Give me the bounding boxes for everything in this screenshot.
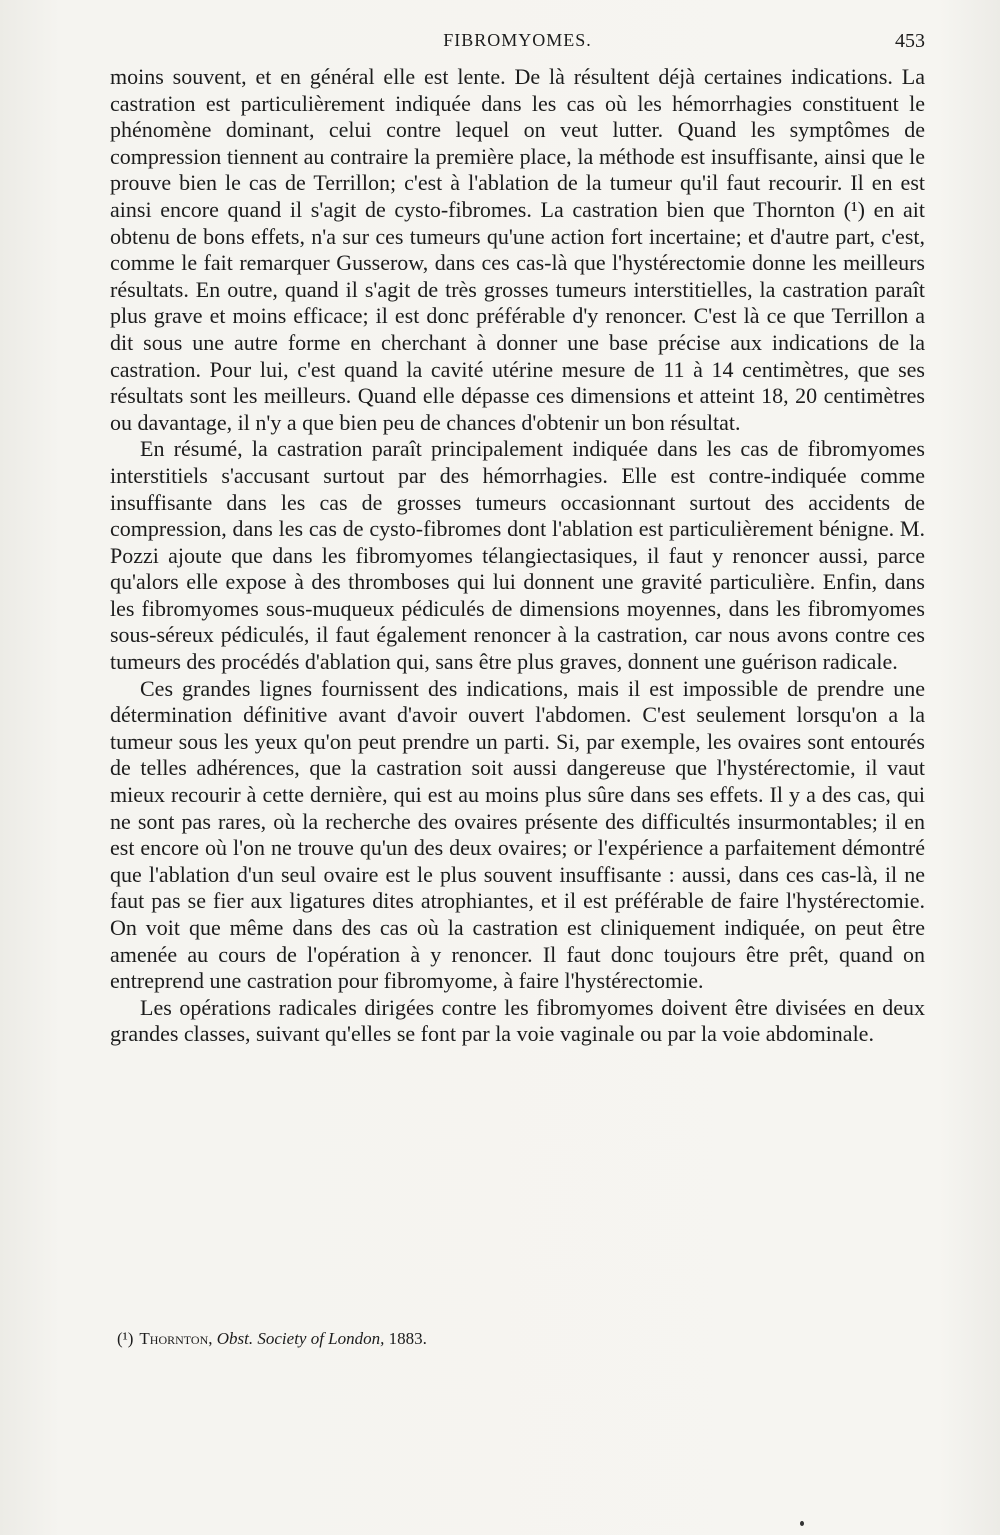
- footnote-work: Obst. Society of London,: [216, 1329, 385, 1348]
- footnote-year: 1883.: [388, 1329, 427, 1348]
- running-title: FIBROMYOMES.: [443, 30, 592, 50]
- paragraph-decision: Ces grandes lignes fournissent des indications, mais il est impossible de prendre une détermination définitive avant d'avoir ouvert l'abdomen. C'est seulement lorsqu'on a la tumeur sous les yeux qu'on peut prendre un parti. Si, par exemple, les ovaires sont entourés de telles adhérences, que la castration soit aussi dangereuse que l'hystérectomie, il vaut mieux recourir à cette dernière, qui est au moins plus sûre dans ses effets. Il y a des cas, qui ne sont pas rares, où la recherche des ovaires présente des difficultés insurmontables; il en est encore où l'on ne trouve qu'un des deux ovaires; or l'expérience a parfaitement démontré que l'ablation d'un seul ovaire est le plus souvent insuffisante : aussi, dans ces cas-là, il ne faut pas se fier aux ligatures dites atrophiantes, et il est préférable de faire l'hystérectomie. On voit que même dans des cas où la castration est cliniquement indiquée, on peut être amenée au cours de l'opération à y renoncer. Il faut donc toujours être prêt, quand on entreprend une castration pour fibromyome, à faire l'hystérectomie.: [110, 675, 925, 994]
- footnote-author: Thornton,: [139, 1329, 213, 1348]
- page-number: 453: [895, 30, 925, 52]
- body-text: [110, 64, 925, 1048]
- paragraph-castration-indications: moins souvent, et en général elle est lente. De là résultent déjà certaines indications. La castration est particulièrement indiquée dans les cas où les hémorrhagies constituent le phénomène dominant, celui contre lequel on veut lutter. Quand les symptômes de compression tiennent au contraire la première place, la méthode est insuffisante, ainsi que le prouve bien le cas de Terrillon; c'est à l'ablation de la tumeur qu'il faut recourir. Il en est ainsi encore quand il s'agit de cysto-fibromes. La castration bien que Thornton (¹) en ait obtenu de bons effets, n'a sur ces tumeurs qu'une action fort incertaine; et d'autre part, c'est, comme le fait remarquer Gusserow, dans ces cas-là que l'hystérectomie donne les meilleurs résultats. En outre, quand il s'agit de très grosses tumeurs interstitielles, la castration paraît plus grave et moins efficace; il est donc préférable d'y renoncer. C'est là ce que Terrillon a dit sous une autre forme en cherchant à donner une base précise aux indications de la castration. Pour lui, c'est quand la cavité utérine mesure de 11 à 14 centimètres, que ses résultats sont les meilleurs. Quand elle dépasse ces dimensions et atteint 18, 20 centimètres ou davantage, il n'y a que bien peu de chances d'obtenir un bon résultat.: [110, 64, 925, 435]
- footnote: [110, 1328, 925, 1350]
- ink-speck: [800, 1521, 804, 1526]
- running-header: [110, 30, 925, 60]
- paragraph-summary: En résumé, la castration paraît principalement indiquée dans les cas de fibromyomes interstitiels s'accusant surtout par des hémorrhagies. Elle est contre-indiquée comme insuffisante dans les cas de grosses tumeurs occasionnant surtout des accidents de compression, dans les cas de cysto-fibromes dont l'ablation est particulièrement bénigne. M. Pozzi ajoute que dans les fibromyomes télangiectasiques, il faut y renoncer aussi, parce qu'alors elle expose à des thromboses qui lui donnent une gravité particulière. Enfin, dans les fibromyomes sous-muqueux pédiculés de dimensions moyennes, dans les fibromyomes sous-séreux pédiculés, il faut également renoncer à la castration, car nous avons contre ces tumeurs des procédés d'ablation qui, sans être plus graves, donnent une guérison radicale.: [110, 436, 925, 675]
- footnote-mark: (¹): [117, 1329, 134, 1348]
- paragraph-radical-operations: Les opérations radicales dirigées contre les fibromyomes doivent être divisées en deux grandes classes, suivant qu'elles se font par la voie vaginale ou par la voie abdominale.: [110, 994, 925, 1047]
